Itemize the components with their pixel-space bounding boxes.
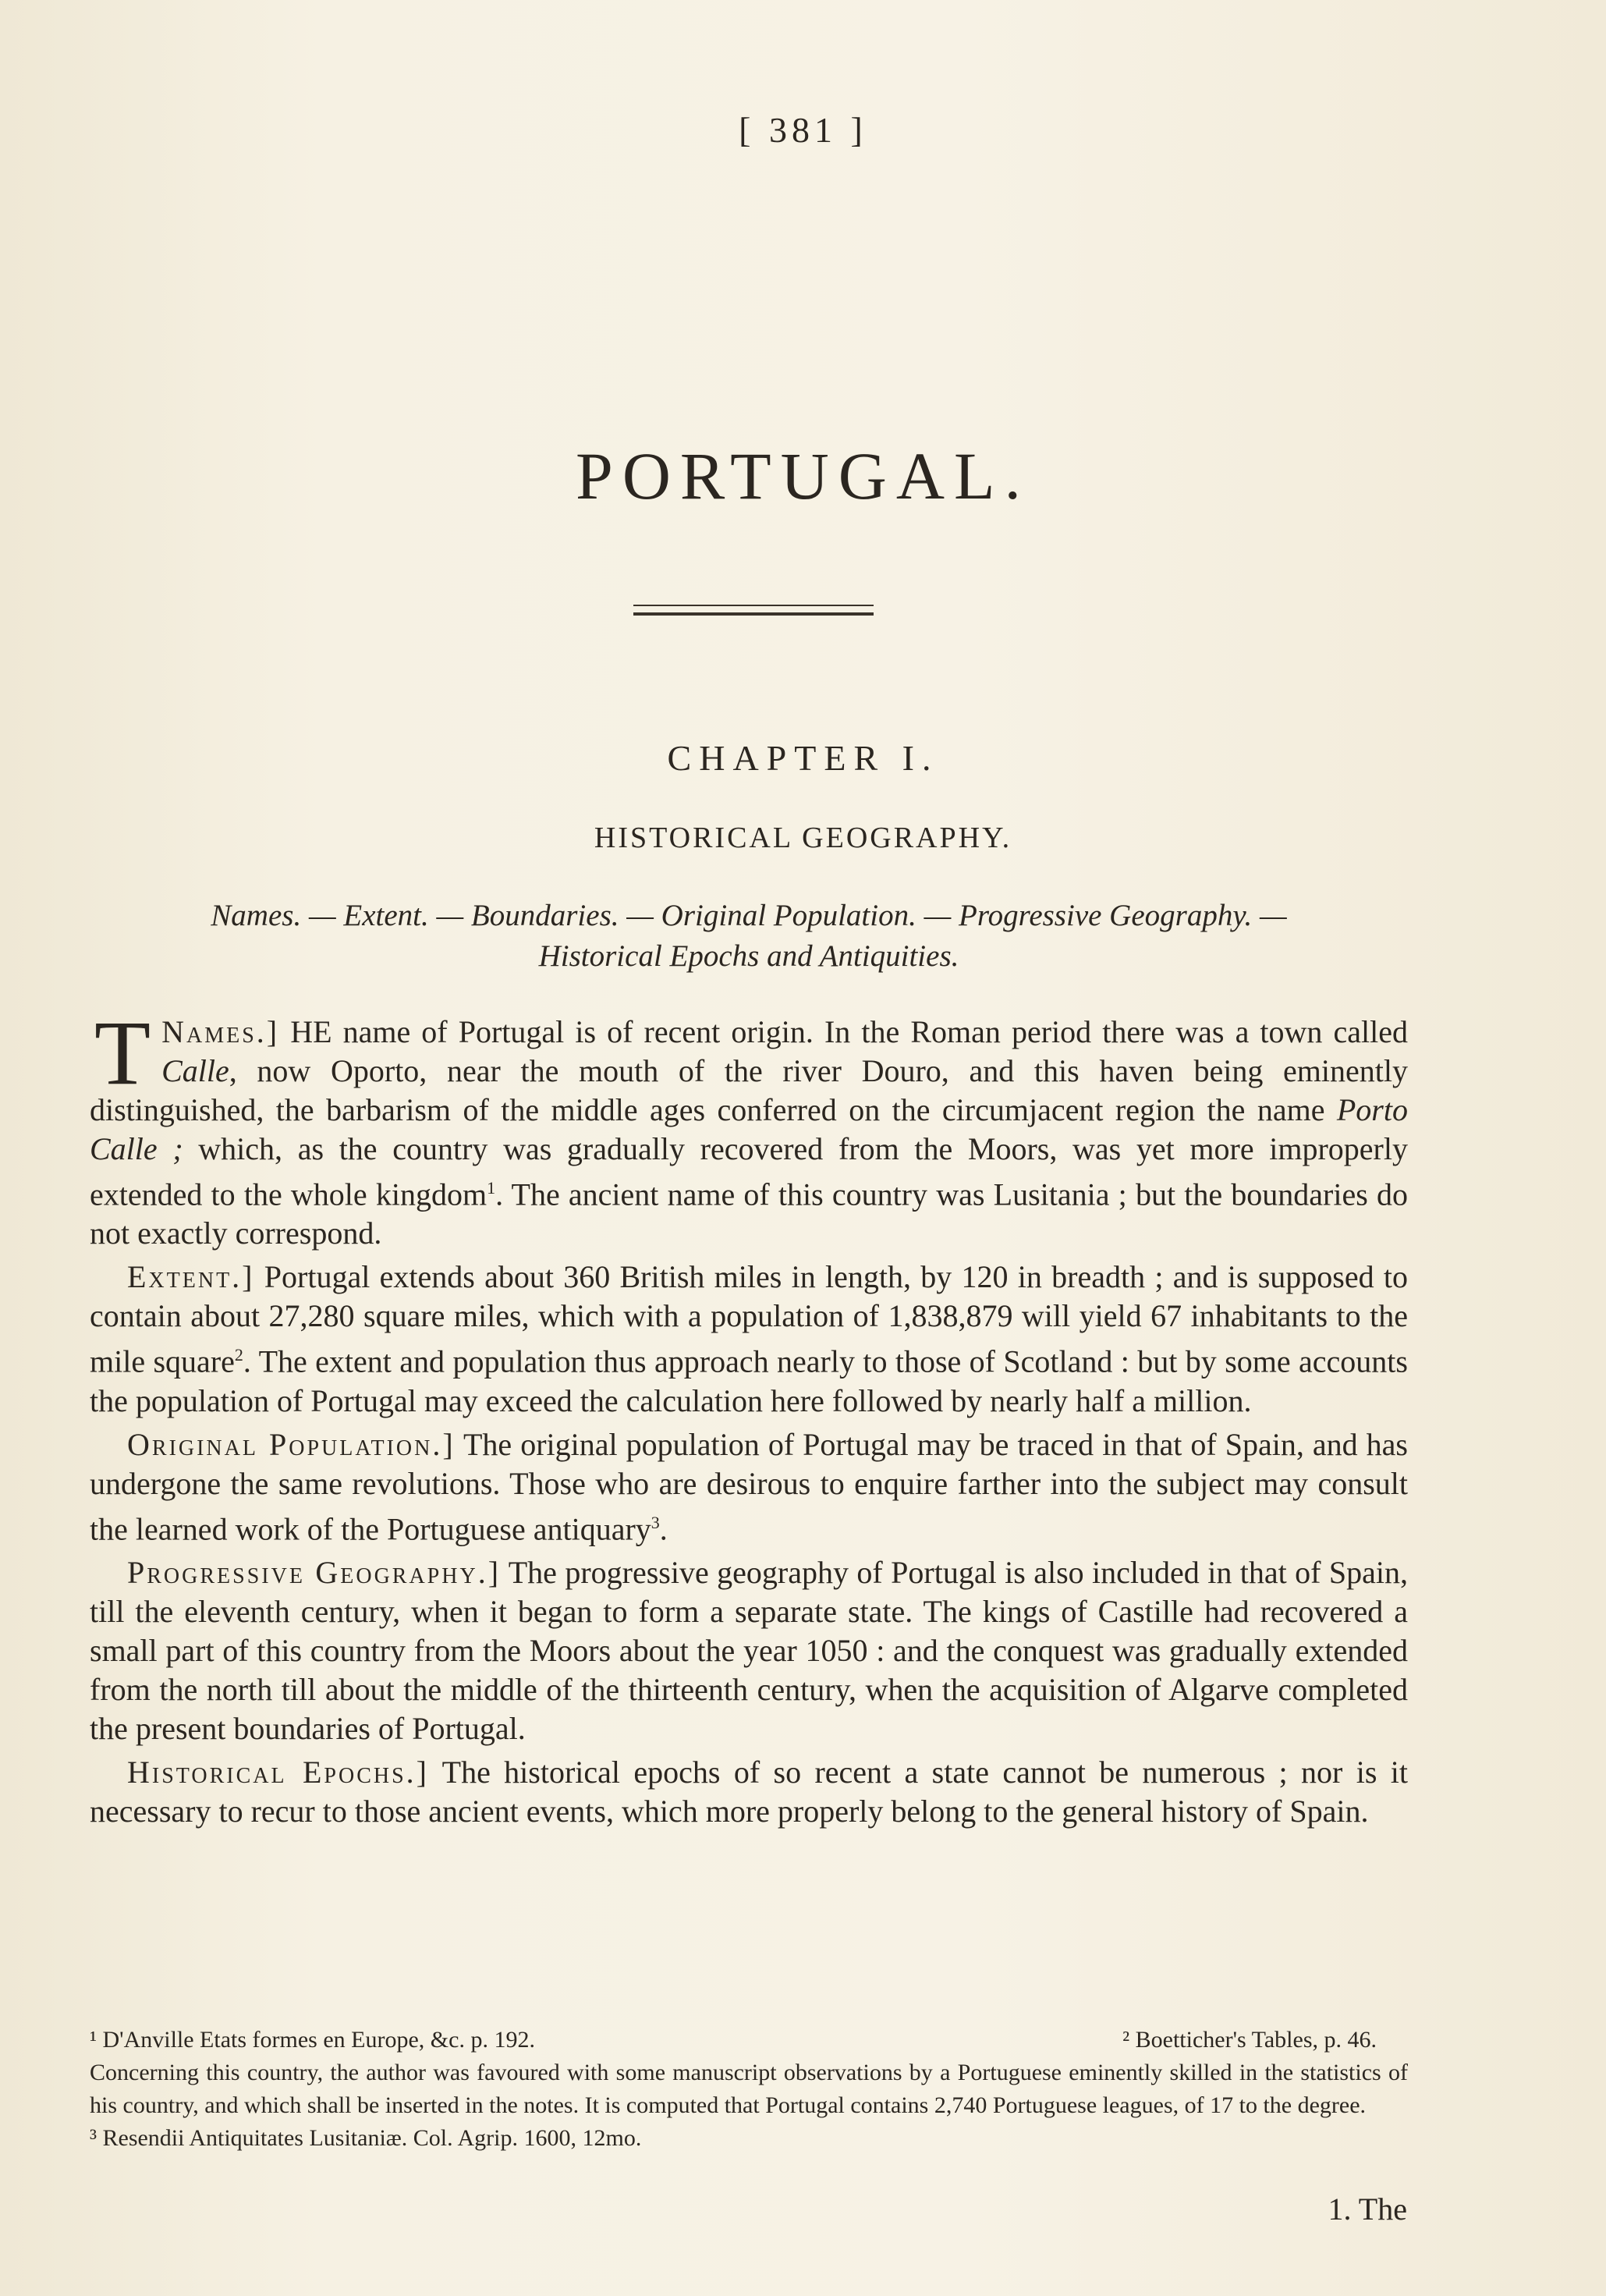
footnote-ref: 3 [651,1512,660,1532]
paragraph-original-population [90,1425,1408,1549]
paragraph-heading: Historical Epochs.] [127,1754,429,1790]
chapter-summary [90,896,1408,977]
paragraph-text: The progressive geography of Portugal is also included in that of Spain, till the eleventh century, when it began to form a separate state. The kings of Castille had recovered a small part of this country from the Moors about the year 1050 : and the conquest was gradually extended from the north till about the middle of the thirteenth century, when the acquisition of Algarve completed the present boundaries of Portugal. [90,1554,1408,1746]
paragraph-text: which, as the country was gradually recovered from the Moors, was yet more improperly extended to the whole kingdom [90,1131,1408,1212]
page-number: [ 381 ] [739,110,867,150]
paragraph-text: The historical epochs of so recent a state cannot be numerous ; nor is it necessary to recur to those ancient events, which more properly belong to the general history of Spain. [90,1754,1408,1829]
drop-cap: T [94,1002,151,1104]
footnote-1: ¹ D'Anville Etats formes en Europe, &c. p. 192. [90,2027,535,2053]
paragraph-extent [90,1258,1408,1420]
chapter-subtitle: HISTORICAL GEOGRAPHY. [594,822,1012,854]
paragraph-progressive-geography [90,1553,1408,1748]
footnote-3: ³ Resendii Antiquitates Lusitaniæ. Col. Agrip. 1600, 12mo. [90,2125,642,2151]
paragraph-heading: Names.] [161,1014,280,1049]
paragraph-text: The original population of Portugal may be traced in that of Spain, and has undergone the same revolutions. Those who are desirous to enquire farther into the subject may consult the learned work of the Portuguese antiquary [90,1426,1408,1546]
decorative-rule [633,605,874,616]
italic-term: Calle [161,1053,229,1088]
summary-line-1: Names. — Extent. — Boundaries. — Original Population. — Progressive Geography. — [211,899,1287,932]
paragraph-heading: Original Population.] [127,1426,456,1462]
paragraph-names [90,1002,1408,1253]
page-title: PORTUGAL. [575,438,1030,513]
chapter-heading: CHAPTER I. [667,738,939,778]
catchword: 1. The [1328,2191,1407,2227]
paragraph-text: Portugal extends about 360 British miles in length, by 120 in breadth ; and is supposed to contain about 27,280 square miles, which with a population of 1,838,879 will yield 67 inhabitants to the mile square [90,1259,1408,1379]
paragraph-text: HE name of Portugal is of recent origin. In the Roman period there was a town called [290,1014,1408,1049]
footnote-ref: 1 [487,1178,496,1198]
body-text [90,1002,1408,1836]
summary-line-2: Historical Epochs and Antiquities. [538,939,959,973]
footnote-2-continued: Concerning this country, the author was favoured with some manuscript observations by a Portuguese eminently skilled in the statistics of his country, and which shall be inserted in the notes. It is computed that Portugal contains 2,740 Portuguese leagues, of 17 to the degree. [90,2060,1408,2118]
footnote-ref: 2 [234,1345,243,1365]
footnote-row [90,2024,1408,2056]
footnotes [90,2024,1408,2155]
paragraph-text: . The extent and population thus approach nearly to those of Scotland : but by some accounts the population of Portugal may exceed the calculation here followed by nearly half a million. [90,1343,1408,1418]
paragraph-text: . The ancient name of this country was Lusitania ; but the boundaries do not exactly correspond. [90,1176,1408,1251]
footnote-2: ² Boetticher's Tables, p. 46. [1122,2027,1377,2053]
italic-term: Porto Calle ; [90,1092,1408,1166]
paragraph-text: . [659,1510,668,1546]
paragraph-text: , now Oporto, near the mouth of the river Douro, and this haven being eminently distinguished, the barbarism of the middle ages conferred on the circumjacent region the name [90,1053,1408,1127]
paragraph-heading: Extent.] [127,1259,255,1295]
paragraph-heading: Progressive Geography.] [127,1554,502,1590]
paragraph-historical-epochs [90,1753,1408,1831]
